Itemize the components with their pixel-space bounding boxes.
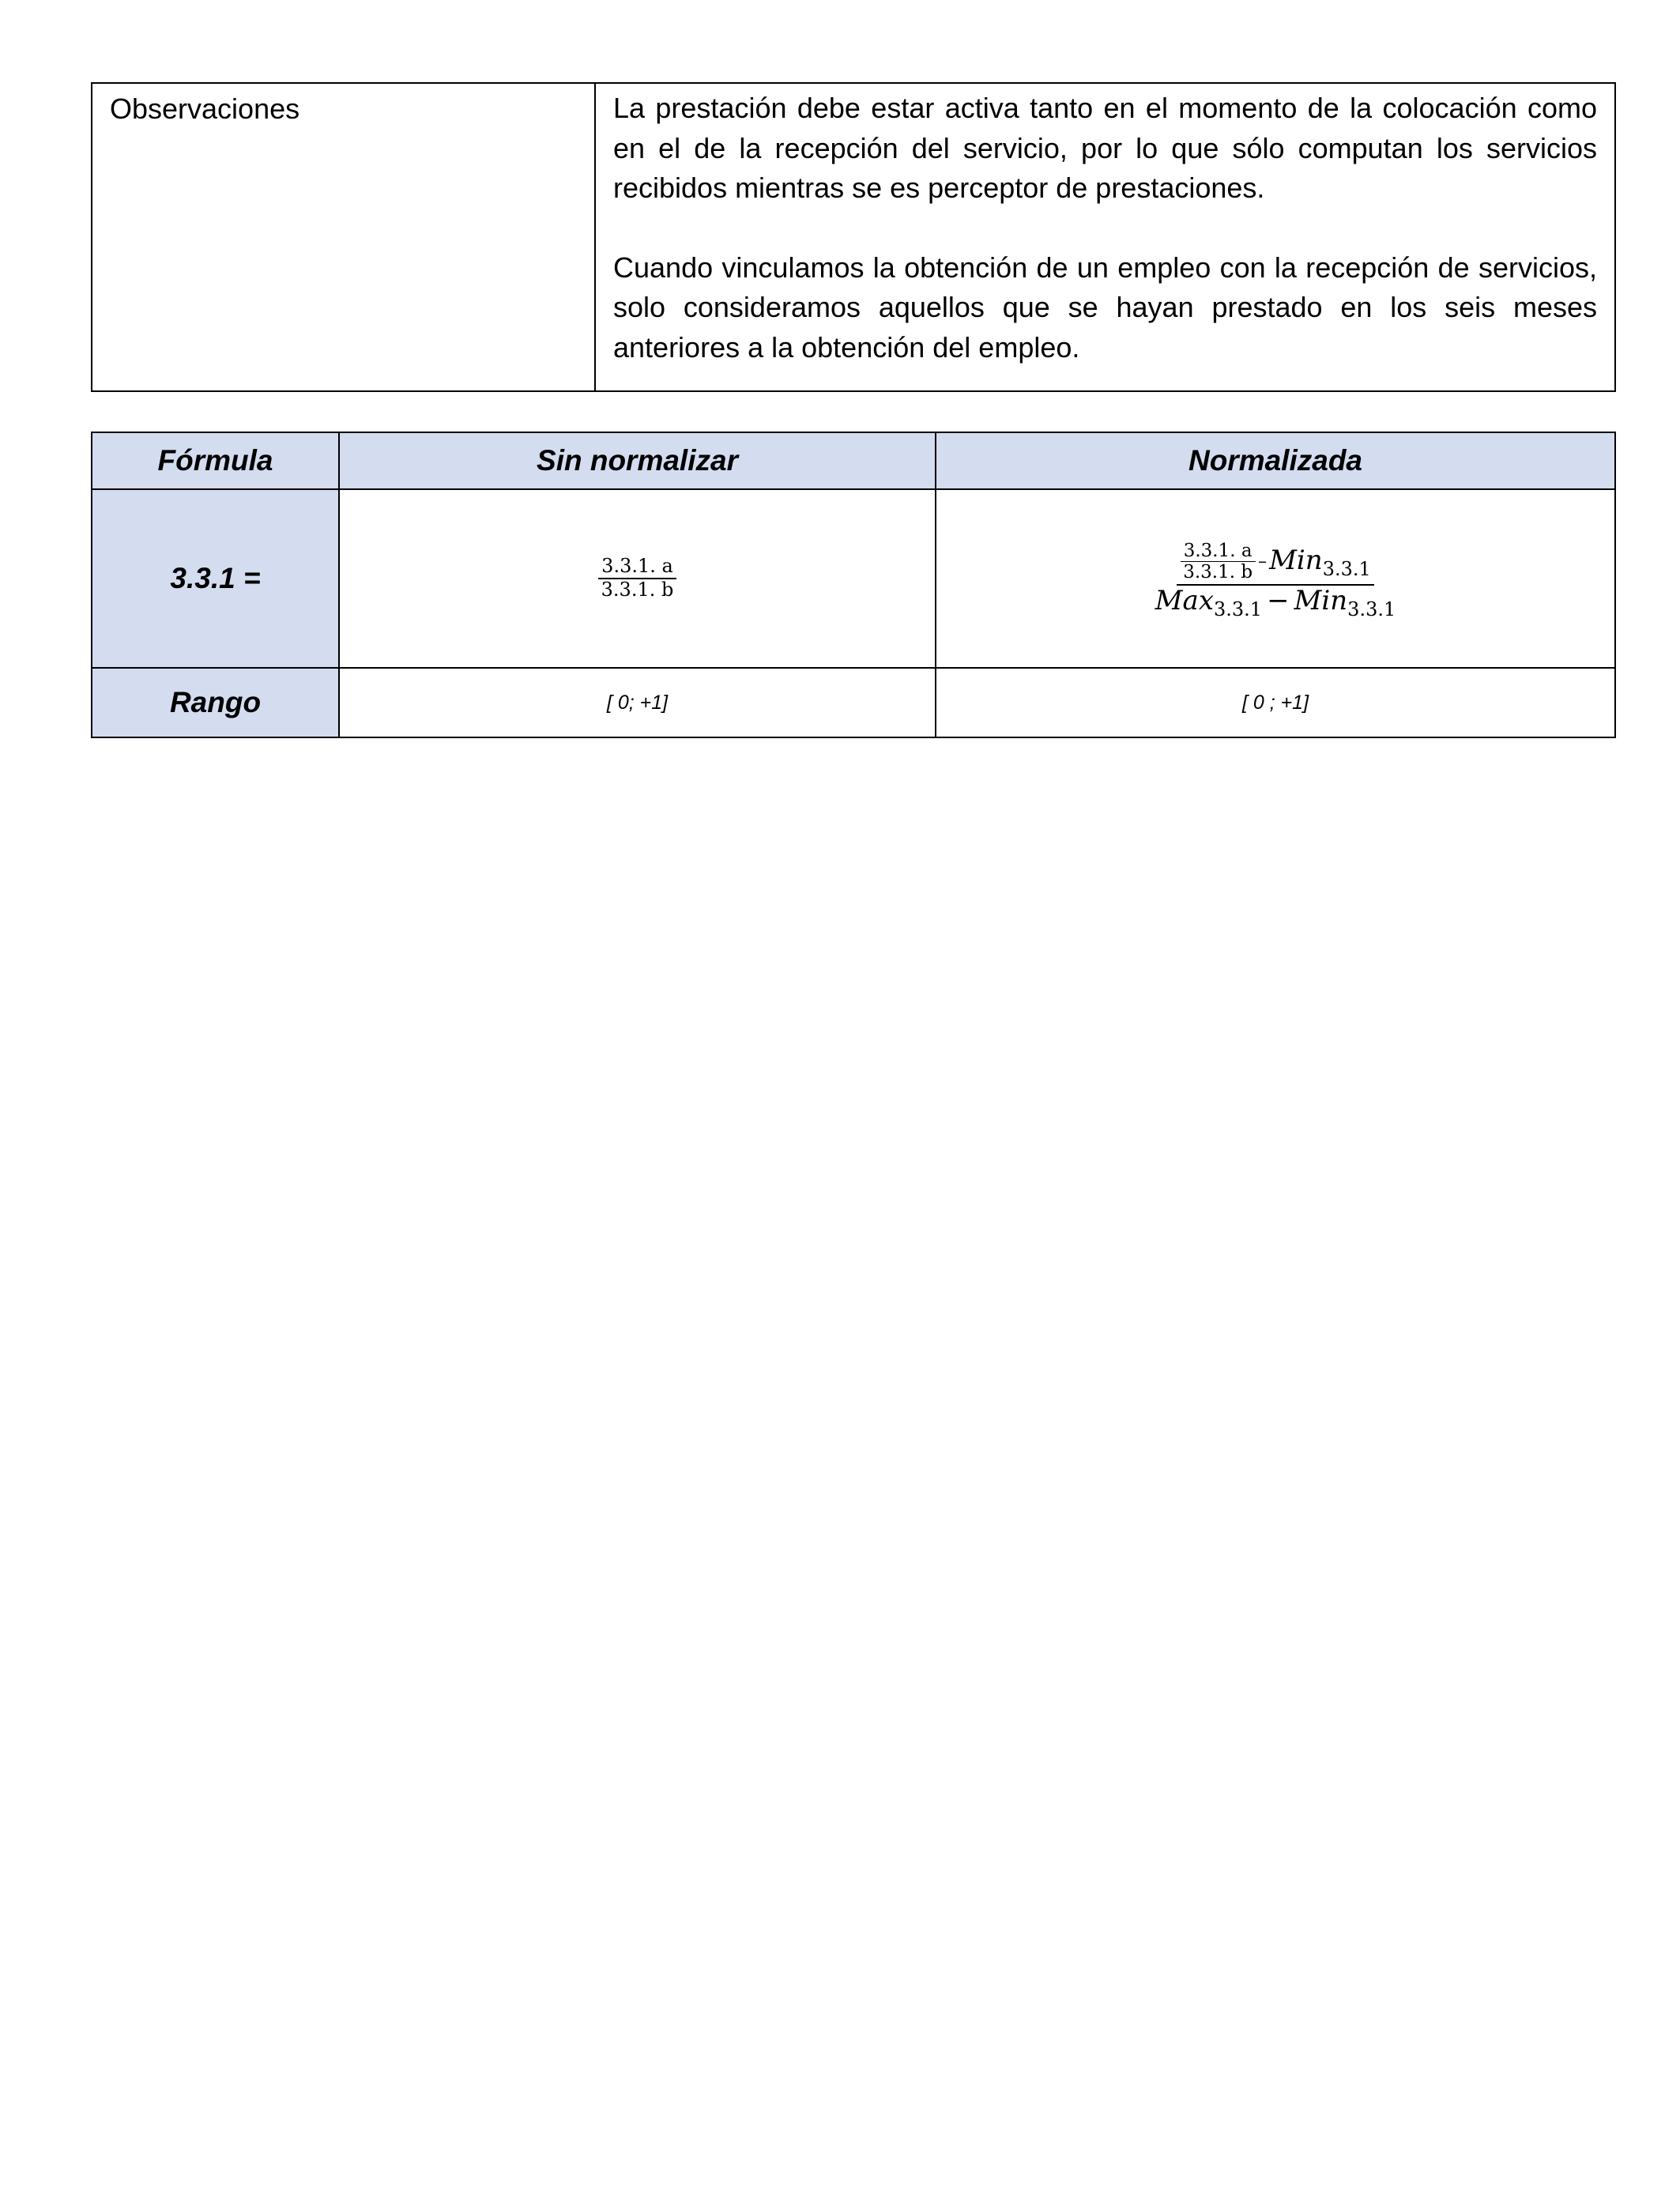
normalizada-fraction xyxy=(1152,540,1399,621)
rango-row xyxy=(92,668,1615,737)
normalizada-den-minus-sign: − xyxy=(1267,585,1290,617)
sin-normalizar-denominator: 3.3.1. b xyxy=(601,579,674,601)
rango-row-label: Rango xyxy=(92,668,339,737)
header-sin-normalizar: Sin normalizar xyxy=(339,432,936,489)
normalizada-inner-denominator: 3.3.1. b xyxy=(1183,561,1253,582)
normalizada-minus-sign: – xyxy=(1258,551,1268,571)
header-normalizada: Normalizada xyxy=(936,432,1615,489)
normalizada-den-min-label: Min xyxy=(1294,585,1348,617)
normalizada-numerator xyxy=(1177,541,1374,586)
normalizada-den-min-subscript: 3.3.1 xyxy=(1347,598,1396,621)
normalizada-min-subscript: 3.3.1 xyxy=(1322,557,1371,580)
formula-table-header-row xyxy=(92,432,1615,489)
observaciones-row xyxy=(92,83,1615,391)
formula-table xyxy=(91,432,1616,738)
observaciones-label-cell xyxy=(92,83,595,391)
observaciones-content-cell xyxy=(595,83,1615,391)
formula-normalizada-cell xyxy=(936,489,1615,668)
normalizada-inner-fraction xyxy=(1180,541,1256,583)
observaciones-paragraph-2: Cuando vinculamos la obtención de un empleo con la recepción de servicios, solo consideramos aquellos que se hayan prestado en los seis meses anteriores a la obtención del empleo. xyxy=(613,251,1597,364)
formula-row-label: 3.3.1 = xyxy=(92,489,339,668)
rango-sin-normalizar: [ 0; +1] xyxy=(339,668,936,737)
observaciones-paragraph-1: La prestación debe estar activa tanto en el momento de la colocación como en el de la recepción del servicio, por lo que sólo computan los servicios recibidos mientras se es perceptor de prestaciones. xyxy=(613,92,1597,204)
rango-normalizada: [ 0 ; +1] xyxy=(936,668,1615,737)
sin-normalizar-fraction xyxy=(598,556,677,601)
normalizada-min-label: Min xyxy=(1269,544,1323,576)
sin-normalizar-numerator: 3.3.1. a xyxy=(598,556,676,579)
formula-row xyxy=(92,489,1615,668)
observaciones-table xyxy=(91,82,1616,392)
observaciones-label: Observaciones xyxy=(110,92,300,125)
header-formula: Fórmula xyxy=(92,432,339,489)
formula-sin-normalizar-cell xyxy=(339,489,936,668)
normalizada-denominator xyxy=(1152,585,1399,621)
normalizada-inner-numerator: 3.3.1. a xyxy=(1181,541,1256,562)
normalizada-max-label: Max xyxy=(1155,585,1214,617)
normalizada-max-subscript: 3.3.1 xyxy=(1214,598,1263,621)
